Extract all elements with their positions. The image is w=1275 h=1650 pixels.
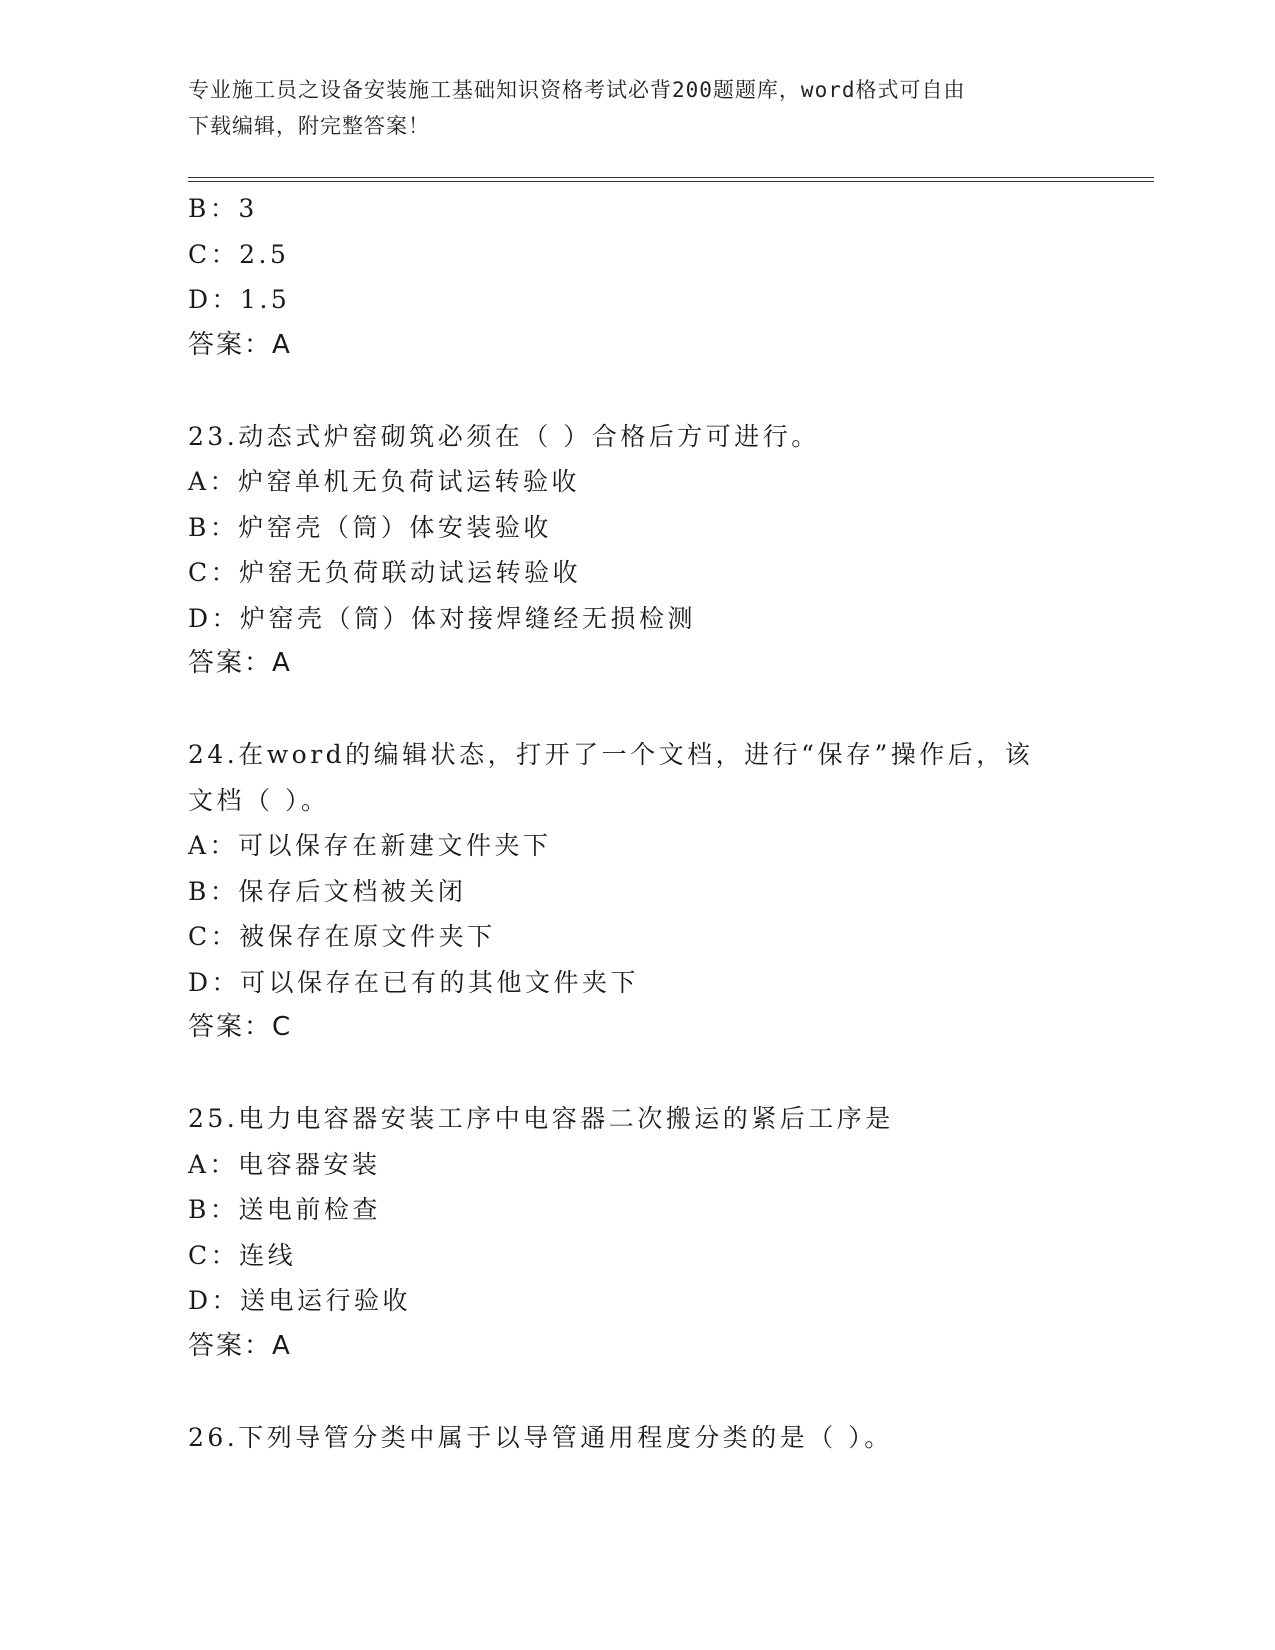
option-d: D：送电运行验收 xyxy=(188,1286,412,1315)
option-b: B：炉窑壳（筒）体安装验收 xyxy=(188,512,552,542)
option-d: D：炉窑壳（筒）体对接焊缝经无损检测 xyxy=(188,603,697,633)
option-a: A：电容器安装 xyxy=(188,1149,381,1179)
question-stem: 25.电力电容器安装工序中电容器二次搬运的紧后工序是 xyxy=(188,1104,894,1133)
option-d: D：可以保存在已有的其他文件夹下 xyxy=(188,967,640,997)
question-24 xyxy=(188,732,1088,1051)
question-stem-continued: 文档（ ）。 xyxy=(188,785,330,815)
option-d: D：1.5 xyxy=(188,285,291,314)
option-b: B：送电前检查 xyxy=(188,1195,381,1224)
question-26 xyxy=(188,1415,1088,1461)
answer-line: 答案：A xyxy=(188,1330,292,1361)
answer-line: 答案：A xyxy=(188,648,292,678)
spacer xyxy=(188,1051,1088,1097)
question-list xyxy=(188,186,1088,1460)
spacer xyxy=(188,368,1088,414)
header-divider xyxy=(188,177,1154,178)
option-b: B：保存后文档被关闭 xyxy=(188,876,467,906)
question-stem: 26.下列导管分类中属于以导管通用程度分类的是（ ）。 xyxy=(188,1422,893,1452)
question-stem: 24.在word的编辑状态，打开了一个文档，进行“保存”操作后，该 xyxy=(188,740,1034,769)
option-a: A：可以保存在新建文件夹下 xyxy=(188,831,552,860)
question-stem: 23.动态式炉窑砌筑必须在（ ）合格后方可进行。 xyxy=(188,421,820,451)
option-c: C：连线 xyxy=(188,1240,297,1270)
option-c: C：2.5 xyxy=(188,239,290,269)
header-divider-secondary xyxy=(188,181,1154,182)
header-title-line-2: 下载编辑，附完整答案！ xyxy=(188,114,430,138)
option-c: C：被保存在原文件夹下 xyxy=(188,922,496,951)
option-a: A：炉窑单机无负荷试运转验收 xyxy=(188,467,581,496)
question-23 xyxy=(188,414,1088,687)
document-header xyxy=(188,72,1068,144)
question-25 xyxy=(188,1096,1088,1369)
option-c: C：炉窑无负荷联动试运转验收 xyxy=(188,558,582,587)
spacer xyxy=(188,687,1088,733)
answer-line: 答案：C xyxy=(188,1012,293,1042)
question-22-continued xyxy=(188,186,1088,368)
option-b: B：3 xyxy=(188,194,258,223)
spacer xyxy=(188,1369,1088,1415)
answer-line: 答案：A xyxy=(188,329,292,360)
header-title-line-1: 专业施工员之设备安装施工基础知识资格考试必背200题题库，word格式可自由 xyxy=(188,78,966,102)
